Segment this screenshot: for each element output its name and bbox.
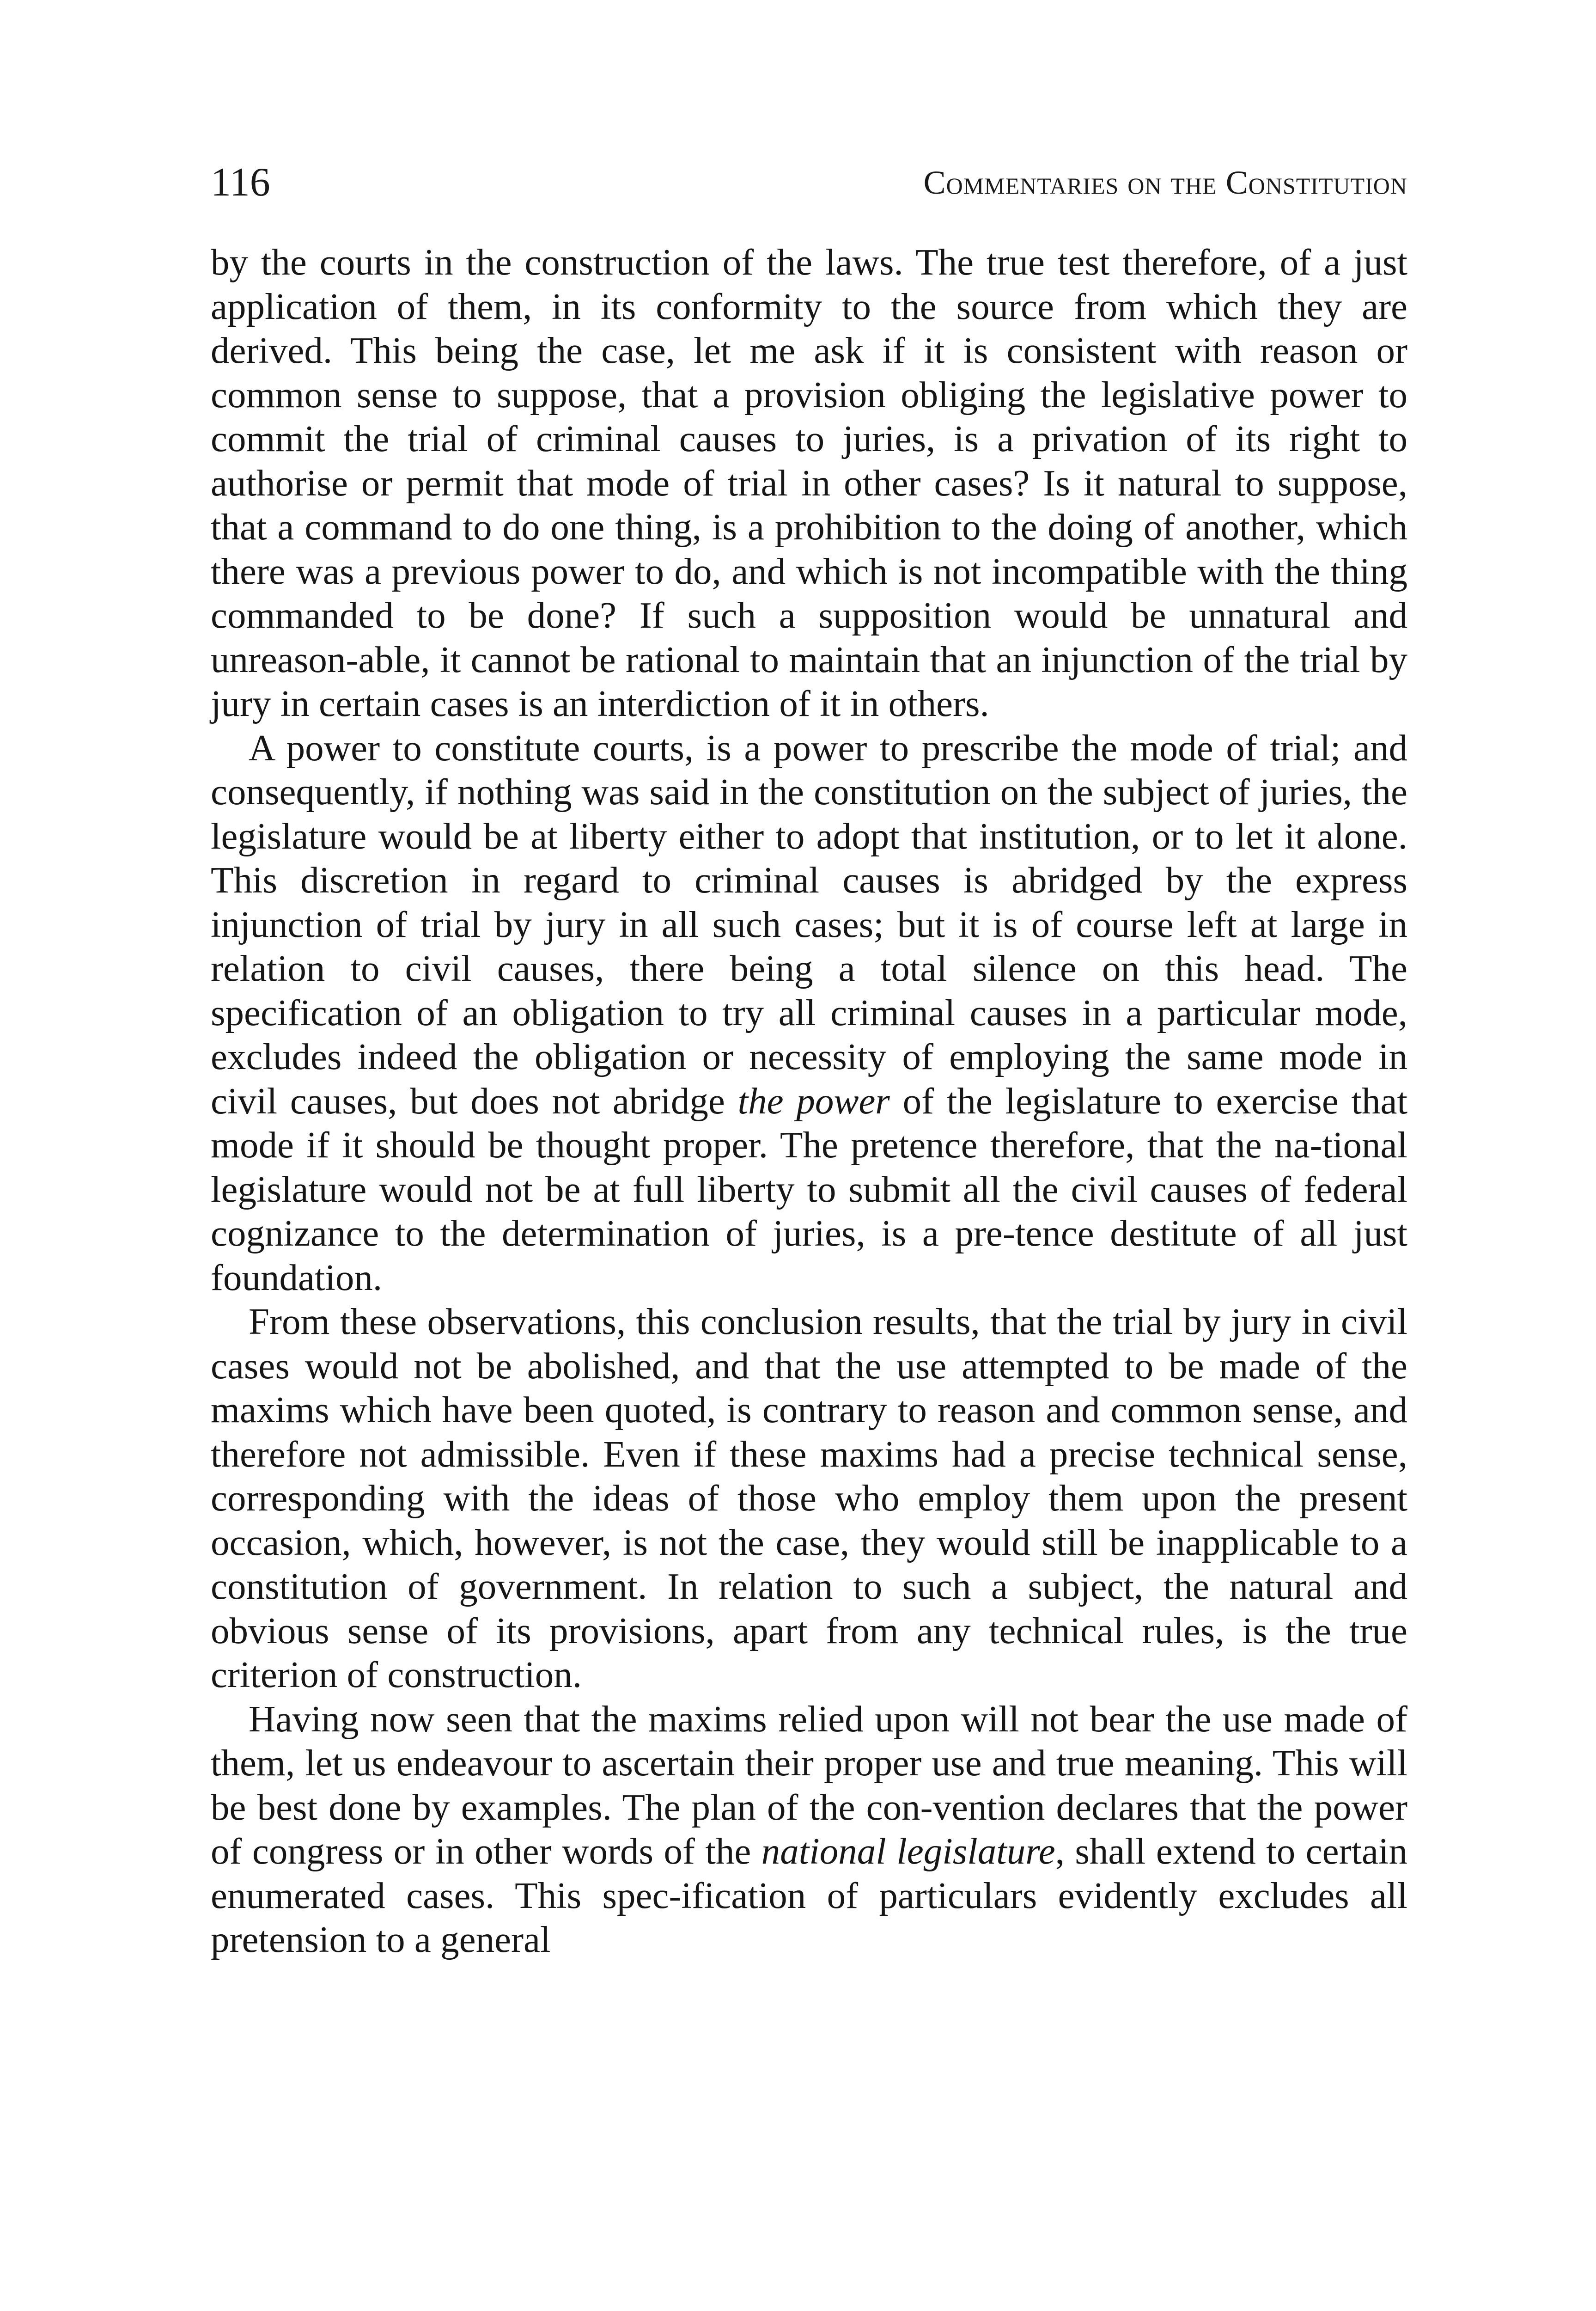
italic-emphasis: the power [737,1080,890,1122]
paragraph-3 [211,1300,1407,1697]
running-title: Commentaries on the Constitution [923,164,1407,201]
paragraph-text: Having now seen that the maxims relied upon will not bear the use made of them, let us endeavour to ascertain their proper use and true meaning. This will be best done by examples. The plan of the con-vention declares that the power of congress or in other words of the [211,1698,1407,1872]
paragraph-text: From these observations, this conclusion results, that the trial by jury in civil cases would not be abolished, and that the use attempted to be made of the maxims which have been quoted, is contrary to reason and common sense, and therefore not admissible. Even if these maxims had a precise technical sense, corresponding with the ideas of those who employ them upon the present occasion, which, however, is not the case, they would still be inapplicable to a constitution of government. In relation to such a subject, the natural and obvious sense of its provisions, apart from any technical rules, is the true criterion of construction. [211,1301,1407,1695]
italic-emphasis: national legislature [761,1830,1055,1872]
paragraph-text: of the legislature to exercise that mode if it should be thought proper. The pretence therefore, that the na-tional legislature would not be at full liberty to submit all the civil causes of federal cognizance to the determination of juries, is a pre-tence destitute of all just foundation. [211,1080,1407,1298]
paragraph-text: , shall extend to certain enumerated cases. This spec-ification of particulars evidently excludes all pretension to a general [211,1830,1407,1960]
paragraph-text: A power to constitute courts, is a power to prescribe the mode of trial; and consequently, if nothing was said in the constitution on the subject of juries, the legislature would be at liberty either to adopt that institution, or to let it alone. This discretion in regard to criminal causes is abridged by the express injunction of trial by jury in all such cases; but it is of course left at large in relation to civil causes, there being a total silence on this head. The specification of an obligation to try all criminal causes in a particular mode, excludes indeed the obligation or necessity of employing the same mode in civil causes, but does not abridge [211,727,1407,1122]
body-text [211,240,1407,1962]
paragraph-4 [211,1697,1407,1962]
page-number: 116 [211,160,270,205]
paragraph-1 [211,240,1407,726]
running-header [211,155,1407,210]
paragraph-2 [211,726,1407,1300]
paragraph-text: by the courts in the construction of the laws. The true test therefore, of a just application of them, in its conformity to the source from which they are derived. This being the case, let me ask if it is consistent with reason or common sense to suppose, that a provision obliging the legislative power to commit the trial of criminal causes to juries, is a privation of its right to authorise or permit that mode of trial in other cases? Is it natural to suppose, that a command to do one thing, is a prohibition to the doing of another, which there was a previous power to do, and which is not incompatible with the thing commanded to be done? If such a supposition would be unnatural and unreason-able, it cannot be rational to maintain that an injunction of the trial by jury in certain cases is an interdiction of it in others. [211,241,1407,724]
